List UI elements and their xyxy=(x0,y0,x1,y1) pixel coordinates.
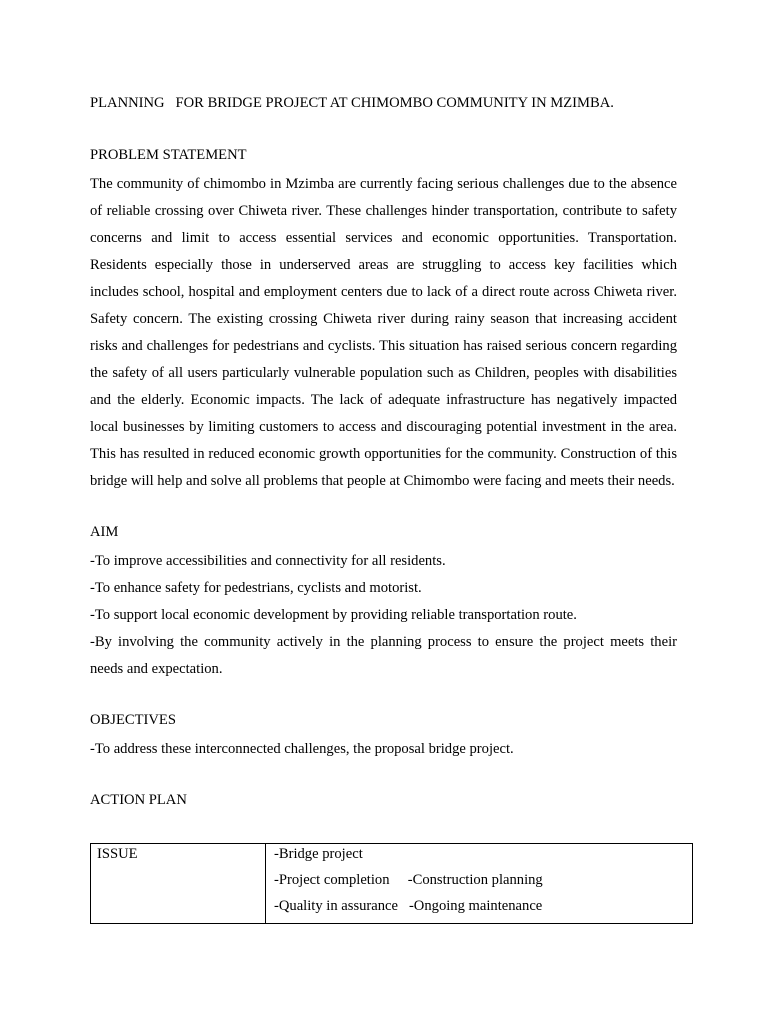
aim-item: -To support local economic development by providing reliable transportation route. xyxy=(90,607,577,623)
action-item: -Quality in assurance -Ongoing maintenance xyxy=(274,898,543,914)
table-row xyxy=(91,844,693,924)
action-plan-heading: ACTION PLAN xyxy=(90,792,187,808)
document-title: PLANNING FOR BRIDGE PROJECT AT CHIMOMBO COMMUNITY IN MZIMBA. xyxy=(90,95,614,111)
action-item: -Project completion -Construction planning xyxy=(274,872,543,888)
aim-list xyxy=(90,548,681,683)
objective-item: -To address these interconnected challenges, the proposal bridge project. xyxy=(90,741,514,757)
action-item: -Bridge project xyxy=(274,846,363,862)
action-items-cell xyxy=(266,844,693,924)
aim-item: -By involving the community actively in the planning process to ensure the project meets their needs and expectation. xyxy=(90,634,681,677)
action-plan-table xyxy=(90,843,693,924)
document-page xyxy=(90,92,681,811)
aim-heading: AIM xyxy=(90,524,119,540)
aim-item: -To improve accessibilities and connectivity for all residents. xyxy=(90,553,446,569)
aim-item: -To enhance safety for pedestrians, cyclists and motorist. xyxy=(90,580,422,596)
objectives-heading: OBJECTIVES xyxy=(90,712,176,728)
issue-cell: ISSUE xyxy=(91,844,266,924)
problem-statement-heading: PROBLEM STATEMENT xyxy=(90,147,247,163)
problem-statement-body: The community of chimombo in Mzimba are currently facing serious challenges due to the absence of reliable crossing over Chiweta river. These challenges hinder transportation, contribute to safety concerns and limit to access essential services and economic opportunities. Transportation. Residents especially those in underserved areas are struggling to access key facilities which includes school, hospital and employment centers due to lack of a direct route across Chiweta river. Safety concern. The existing crossing Chiweta river during rainy season that increasing accident risks and challenges for pedestrians and cyclists. This situation has raised serious concern regarding the safety of all users particularly vulnerable population such as Children, peoples with disabilities and the elderly. Economic impacts. The lack of adequate infrastructure has negatively impacted local businesses by limiting customers to access and discouraging potential investment in the area. This has resulted in reduced economic growth opportunities for the community. Construction of this bridge will help and solve all problems that people at Chimombo were facing and meets their needs. xyxy=(90,176,677,489)
